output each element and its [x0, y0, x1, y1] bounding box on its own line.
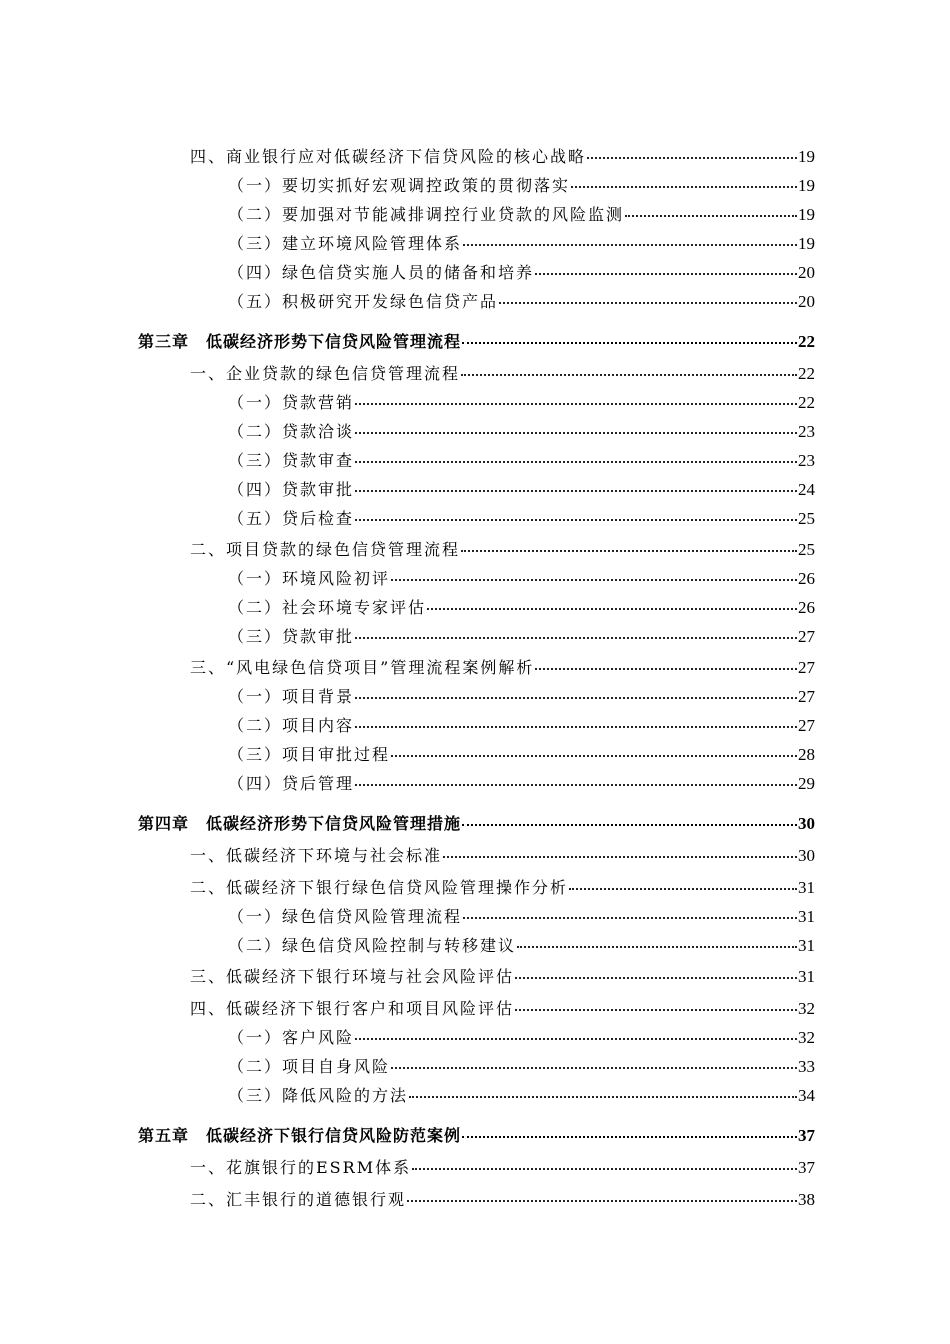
- dot-leader: [355, 1038, 797, 1040]
- toc-entry-title: 第四章 低碳经济形势下信贷风险管理措施: [138, 814, 462, 833]
- dot-leader: [355, 784, 797, 786]
- dot-leader: [391, 1067, 797, 1069]
- toc-subsection-entry[interactable]: [228, 1027, 815, 1049]
- toc-entry-title: 二、低碳经济下银行绿色信贷风险管理操作分析: [190, 878, 569, 897]
- toc-entry-page-number: 32: [798, 1028, 815, 1047]
- toc-subsection-entry[interactable]: [228, 935, 815, 957]
- toc-entry-title: 四、低碳经济下银行客户和项目风险评估: [190, 999, 515, 1018]
- toc-section-entry[interactable]: [190, 966, 815, 988]
- toc-entry-page-number: 31: [798, 878, 815, 897]
- toc-entry-title: （三）贷款审查: [228, 451, 355, 470]
- toc-entry-page-number: 27: [798, 687, 815, 706]
- toc-section-entry[interactable]: [190, 363, 815, 385]
- toc-subsection-entry[interactable]: [228, 597, 815, 619]
- toc-entry-title: 二、项目贷款的绿色信贷管理流程: [190, 540, 461, 559]
- toc-entry-page-number: 23: [798, 422, 815, 441]
- dot-leader: [355, 697, 797, 699]
- toc-section-entry[interactable]: [190, 877, 815, 899]
- toc-entry-page-number: 30: [798, 814, 815, 833]
- dot-leader: [571, 186, 797, 188]
- toc-entry-title: （五）积极研究开发绿色信贷产品: [228, 292, 499, 311]
- toc-entry-title: （一）绿色信贷风险管理流程: [228, 907, 463, 926]
- toc-entry-title: （五）贷后检查: [228, 509, 355, 528]
- toc-entry-title: 一、花旗银行的ESRM体系: [190, 1158, 412, 1177]
- toc-subsection-entry[interactable]: [228, 1056, 815, 1078]
- toc-entry-page-number: 29: [798, 774, 815, 793]
- dot-leader: [569, 888, 797, 890]
- dot-leader: [391, 579, 797, 581]
- toc-subsection-entry[interactable]: [228, 175, 815, 197]
- dot-leader: [515, 977, 797, 979]
- toc-entry-page-number: 37: [798, 1126, 815, 1145]
- dot-leader: [499, 302, 797, 304]
- toc-entry-page-number: 28: [798, 745, 815, 764]
- toc-entry-title: （一）环境风险初评: [228, 569, 391, 588]
- toc-entry-title: （四）绿色信贷实施人员的储备和培养: [228, 263, 535, 282]
- toc-section-entry[interactable]: [190, 539, 815, 561]
- dot-leader: [535, 273, 797, 275]
- toc-entry-title: （四）贷后管理: [228, 774, 355, 793]
- toc-entry-page-number: 22: [798, 393, 815, 412]
- toc-entry-title: 二、汇丰银行的道德银行观: [190, 1190, 407, 1209]
- toc-entry-page-number: 33: [798, 1057, 815, 1076]
- toc-entry-page-number: 23: [798, 451, 815, 470]
- toc-subsection-entry[interactable]: [228, 233, 815, 255]
- dot-leader: [355, 403, 797, 405]
- toc-entry-title: （二）项目内容: [228, 716, 355, 735]
- dot-leader: [461, 550, 797, 552]
- toc-section-entry[interactable]: [190, 1189, 815, 1211]
- dot-leader: [355, 461, 797, 463]
- toc-section-entry[interactable]: [190, 657, 815, 679]
- toc-entry-page-number: 38: [798, 1190, 815, 1209]
- dot-leader: [443, 856, 797, 858]
- dot-leader: [355, 726, 797, 728]
- toc-entry-page-number: 19: [798, 234, 815, 253]
- toc-subsection-entry[interactable]: [228, 204, 815, 226]
- toc-subsection-entry[interactable]: [228, 262, 815, 284]
- toc-entry-title: （一）客户风险: [228, 1028, 355, 1047]
- toc-entry-title: （三）项目审批过程: [228, 745, 391, 764]
- toc-entry-page-number: 24: [798, 480, 815, 499]
- toc-subsection-entry[interactable]: [228, 568, 815, 590]
- toc-section-entry[interactable]: [190, 998, 815, 1020]
- toc-entry-title: （三）贷款审批: [228, 627, 355, 646]
- toc-entry-page-number: 20: [798, 263, 815, 282]
- dot-leader: [355, 519, 797, 521]
- dot-leader: [463, 244, 797, 246]
- toc-subsection-entry[interactable]: [228, 392, 815, 414]
- dot-leader: [355, 490, 797, 492]
- toc-entry-page-number: 25: [798, 540, 815, 559]
- toc-entry-title: （一）贷款营销: [228, 393, 355, 412]
- toc-entry-page-number: 26: [798, 569, 815, 588]
- toc-subsection-entry[interactable]: [228, 906, 815, 928]
- toc-entry-title: （三）降低风险的方法: [228, 1086, 409, 1105]
- toc-entry-page-number: 22: [798, 364, 815, 383]
- toc-entry-title: （四）贷款审批: [228, 480, 355, 499]
- toc-entry-page-number: 20: [798, 292, 815, 311]
- dot-leader: [355, 637, 797, 639]
- toc-entry-title: 一、企业贷款的绿色信贷管理流程: [190, 364, 461, 383]
- toc-subsection-entry[interactable]: [228, 421, 815, 443]
- dot-leader: [427, 608, 797, 610]
- toc-entry-title: 三、“风电绿色信贷项目”管理流程案例解析: [190, 658, 535, 677]
- toc-entry-title: （二）社会环境专家评估: [228, 598, 427, 617]
- toc-entry-title: 第三章 低碳经济形势下信贷风险管理流程: [138, 332, 462, 351]
- toc-subsection-entry[interactable]: [228, 450, 815, 472]
- toc-entry-title: （二）项目自身风险: [228, 1057, 391, 1076]
- dot-leader: [535, 668, 797, 670]
- toc-entry-title: （三）建立环境风险管理体系: [228, 234, 463, 253]
- dot-leader: [462, 1136, 797, 1138]
- dot-leader: [412, 1168, 797, 1170]
- toc-subsection-entry[interactable]: [228, 508, 815, 530]
- toc-entry-page-number: 26: [798, 598, 815, 617]
- dot-leader: [625, 215, 797, 217]
- toc-entry-page-number: 27: [798, 627, 815, 646]
- toc-entry-page-number: 19: [798, 147, 815, 166]
- toc-entry-page-number: 30: [798, 846, 815, 865]
- toc-entry-page-number: 19: [798, 176, 815, 195]
- toc-subsection-entry[interactable]: [228, 686, 815, 708]
- toc-subsection-entry[interactable]: [228, 773, 815, 795]
- toc-entry-title: （二）绿色信贷风险控制与转移建议: [228, 936, 517, 955]
- dot-leader: [463, 917, 797, 919]
- dot-leader: [517, 946, 797, 948]
- dot-leader: [462, 824, 797, 826]
- dot-leader: [391, 755, 797, 757]
- toc-entry-page-number: 31: [798, 967, 815, 986]
- dot-leader: [515, 1009, 797, 1011]
- toc-entry-page-number: 37: [798, 1158, 815, 1177]
- toc-entry-title: 四、商业银行应对低碳经济下信贷风险的核心战略: [190, 147, 587, 166]
- toc-chapter-entry[interactable]: [138, 1125, 815, 1147]
- toc-entry-page-number: 22: [798, 332, 815, 351]
- dot-leader: [407, 1200, 797, 1202]
- toc-entry-title: 三、低碳经济下银行环境与社会风险评估: [190, 967, 515, 986]
- toc-entry-title: 一、低碳经济下环境与社会标准: [190, 846, 443, 865]
- toc-subsection-entry[interactable]: [228, 291, 815, 313]
- toc-entry-page-number: 25: [798, 509, 815, 528]
- dot-leader: [587, 157, 797, 159]
- toc-entry-title: （一）要切实抓好宏观调控政策的贯彻落实: [228, 176, 571, 195]
- dot-leader: [462, 342, 797, 344]
- toc-chapter-entry[interactable]: [138, 331, 815, 353]
- toc-subsection-entry[interactable]: [228, 744, 815, 766]
- dot-leader: [409, 1096, 797, 1098]
- toc-subsection-entry[interactable]: [228, 1085, 815, 1107]
- toc-chapter-entry[interactable]: [138, 813, 815, 835]
- toc-section-entry[interactable]: [190, 845, 815, 867]
- toc-subsection-entry[interactable]: [228, 715, 815, 737]
- toc-subsection-entry[interactable]: [228, 479, 815, 501]
- toc-entry-title: （二）贷款洽谈: [228, 422, 355, 441]
- toc-section-entry[interactable]: [190, 146, 815, 168]
- toc-entry-page-number: 34: [798, 1086, 815, 1105]
- toc-entry-page-number: 31: [798, 907, 815, 926]
- toc-entry-page-number: 32: [798, 999, 815, 1018]
- toc-entry-page-number: 27: [798, 716, 815, 735]
- toc-entry-title: 第五章 低碳经济下银行信贷风险防范案例: [138, 1126, 462, 1145]
- dot-leader: [355, 432, 797, 434]
- dot-leader: [461, 374, 797, 376]
- toc-entry-title: （一）项目背景: [228, 687, 355, 706]
- toc-section-entry[interactable]: [190, 1157, 815, 1179]
- toc-entry-title: （二）要加强对节能减排调控行业贷款的风险监测: [228, 205, 625, 224]
- toc-entry-page-number: 31: [798, 936, 815, 955]
- toc-subsection-entry[interactable]: [228, 626, 815, 648]
- toc-entry-page-number: 27: [798, 658, 815, 677]
- toc-entry-page-number: 19: [798, 205, 815, 224]
